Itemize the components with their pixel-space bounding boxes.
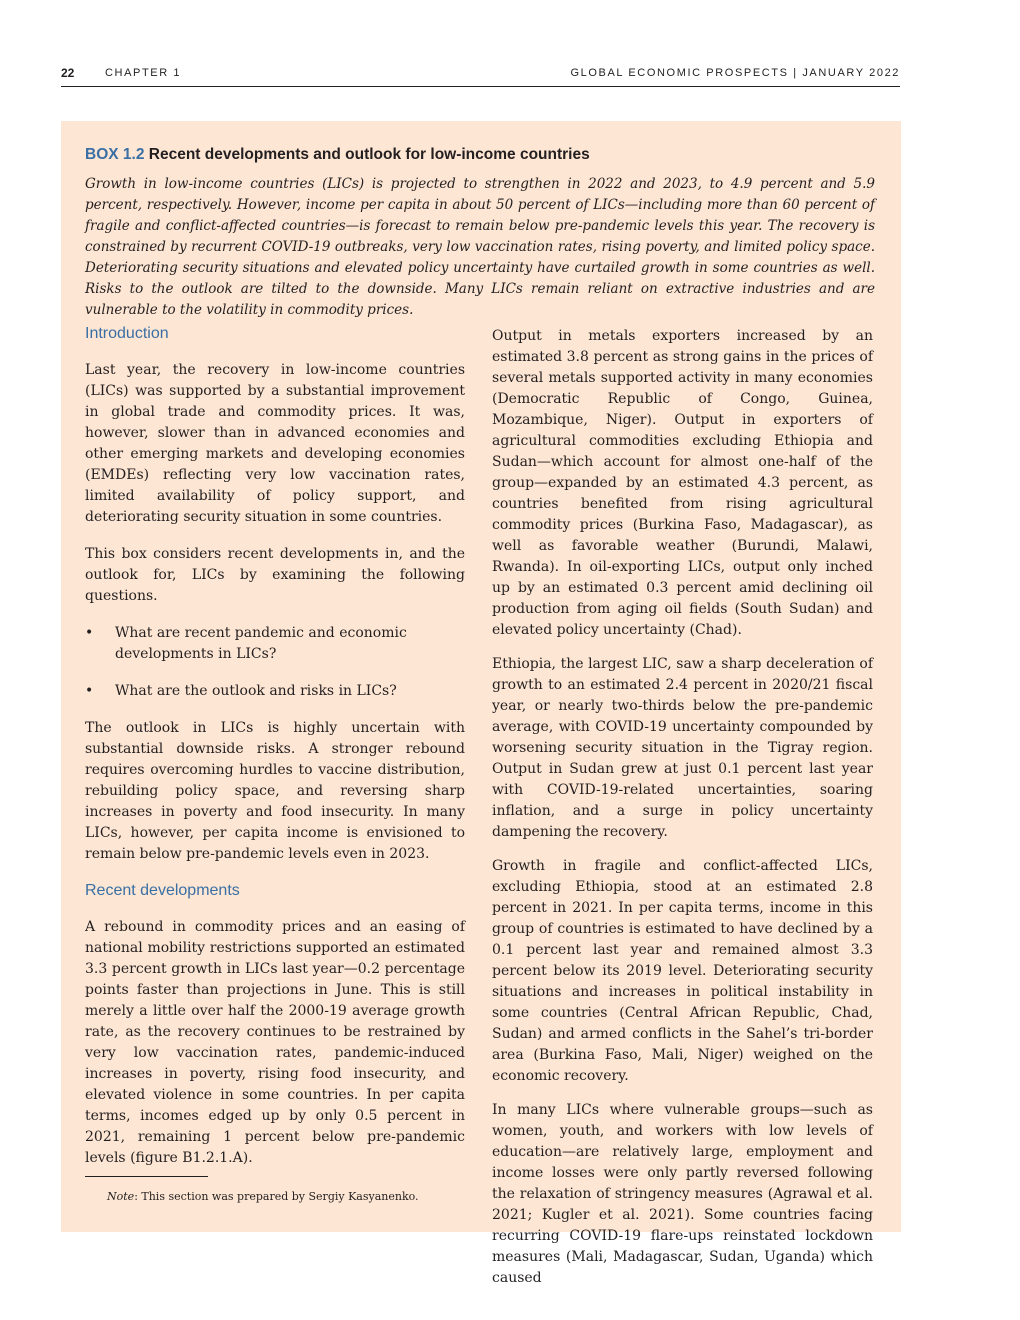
publication-title: GLOBAL ECONOMIC PROSPECTS | JANUARY 2022 xyxy=(570,67,900,79)
paragraph: A rebound in commodity prices and an easing of national mobility restrictions supported an estimated 3.3 percent growth in LICs last year—0.2 percentage points faster than projections in June. This is still merely a little over half the 2000-19 average growth rate, as the recovery continues to be restrained by very low vaccination rates, pandemic-induced increases in poverty, rising food insecurity, and elevated violence in some countries. In per capita terms, incomes edged up by only 0.5 percent in 2021, remaining 1 percent below pre-pandemic levels (figure B1.2.1.A). xyxy=(85,919,465,1166)
box-panel xyxy=(61,121,901,1286)
right-column xyxy=(492,326,873,1302)
bullet-icon: • xyxy=(85,683,94,699)
chapter-label: CHAPTER 1 xyxy=(105,67,182,79)
footnote-divider xyxy=(85,1176,208,1177)
section-heading-recent-developments: Recent developments xyxy=(85,882,240,899)
paragraph: In many LICs where vulnerable groups—such as women, youth, and workers with low levels of education—are relatively large, employment and income losses were only partly reversed following the relaxation of stringency measures (Agrawal et al. 2021; Kugler et al. 2021). Some countries facing recurring COVID-19 flare-ups reinstated lockdown measures (Mali, Madagascar, Sudan, Uganda) which caused xyxy=(492,1102,873,1286)
bullet-icon: • xyxy=(85,625,94,641)
footnote-text: : This section was prepared by Sergiy Kasyanenko. xyxy=(134,1190,419,1203)
list-item-text: What are recent pandemic and economic developments in LICs? xyxy=(115,625,407,662)
list-item xyxy=(85,623,465,665)
box-abstract: Growth in low-income countries (LICs) is projected to strengthen in 2022 and 2023, to 4.9 percent and 5.9 percent, respectively. However, income per capita in about 50 percent of LICs—including more than 60 percent of fragile and conflict-affected countries—is forecast to remain below pre-pandemic levels this year. The recovery is constrained by recurrent COVID-19 outbreaks, very low vaccination rates, rising poverty, and limited policy space. Deteriorating security situations and elevated policy uncertainty have curtailed growth in some countries as well. Risks to the outlook are tilted to the downside. Many LICs remain reliant on extractive industries and are vulnerable to the volatility in commodity prices. xyxy=(85,176,875,318)
left-column xyxy=(85,324,465,1185)
paragraph: The outlook in LICs is highly uncertain with substantial downside risks. A stronger rebound requires overcoming hurdles to vaccine distribution, rebuilding policy space, and reversing sharp increases in poverty and food insecurity. In many LICs, however, per capita income is envisioned to remain below pre-pandemic levels even in 2023. xyxy=(85,720,465,862)
paragraph: This box considers recent developments in, and the outlook for, LICs by examining the following questions. xyxy=(85,546,465,604)
box-title-text: Recent developments and outlook for low-income countries xyxy=(148,146,590,163)
list-item-text: What are the outlook and risks in LICs? xyxy=(115,683,397,699)
section-heading-introduction: Introduction xyxy=(85,325,169,342)
paragraph: Last year, the recovery in low-income countries (LICs) was supported by a substantial improvement in global trade and commodity prices. It was, however, slower than in advanced economies and other emerging markets and developing economies (EMDEs) reflecting very low vaccination rates, limited availability of policy support, and deteriorating security situation in some countries. xyxy=(85,362,465,525)
box-title xyxy=(85,146,590,164)
paragraph: Ethiopia, the largest LIC, saw a sharp deceleration of growth to an estimated 2.4 percent in 2020/21 fiscal year, or nearly two-thirds below the pre-pandemic average, with COVID-19 uncertainty compounded by worsening security situation in the Tigray region. Output in Sudan grew at just 0.1 percent last year with COVID-19-related uncertainties, soaring inflation, and a surge in policy uncertainty dampening the recovery. xyxy=(492,656,873,840)
footnote xyxy=(107,1190,419,1204)
question-list xyxy=(85,623,465,702)
page-number: 22 xyxy=(61,66,75,80)
footnote-label: Note xyxy=(107,1190,135,1203)
paragraph: Output in metals exporters increased by an estimated 3.8 percent as strong gains in the prices of several metals supported activity in many economies (Democratic Republic of Congo, Guinea, Mozambique, Niger). Output in exporters of agricultural commodities excluding Ethiopia and Sudan—which account for almost one-half of the group—expanded by an estimated 4.3 percent, as countries benefited from rising agricultural commodity prices (Burkina Faso, Madagascar), as well as favorable weather (Burundi, Malawi, Rwanda). In oil-exporting LICs, output only inched up by an estimated 0.3 percent amid declining oil production from aging oil fields (South Sudan) and elevated policy uncertainty (Chad). xyxy=(492,328,873,638)
running-header xyxy=(61,64,900,87)
list-item xyxy=(85,681,465,702)
paragraph: Growth in fragile and conflict-affected LICs, excluding Ethiopia, stood at an estimated 2.8 percent in 2021. In per capita terms, income in this group of countries is estimated to have declined by a 0.1 percent last year and remained almost 3.3 percent below its 2019 level. Deteriorating security situations and increases in political instability in some countries (Central African Republic, Chad, Sudan) and armed conflicts in the Sahel’s tri-border area (Burkina Faso, Mali, Niger) weighed on the economic recovery. xyxy=(492,858,873,1084)
box-label: BOX 1.2 xyxy=(85,146,145,163)
